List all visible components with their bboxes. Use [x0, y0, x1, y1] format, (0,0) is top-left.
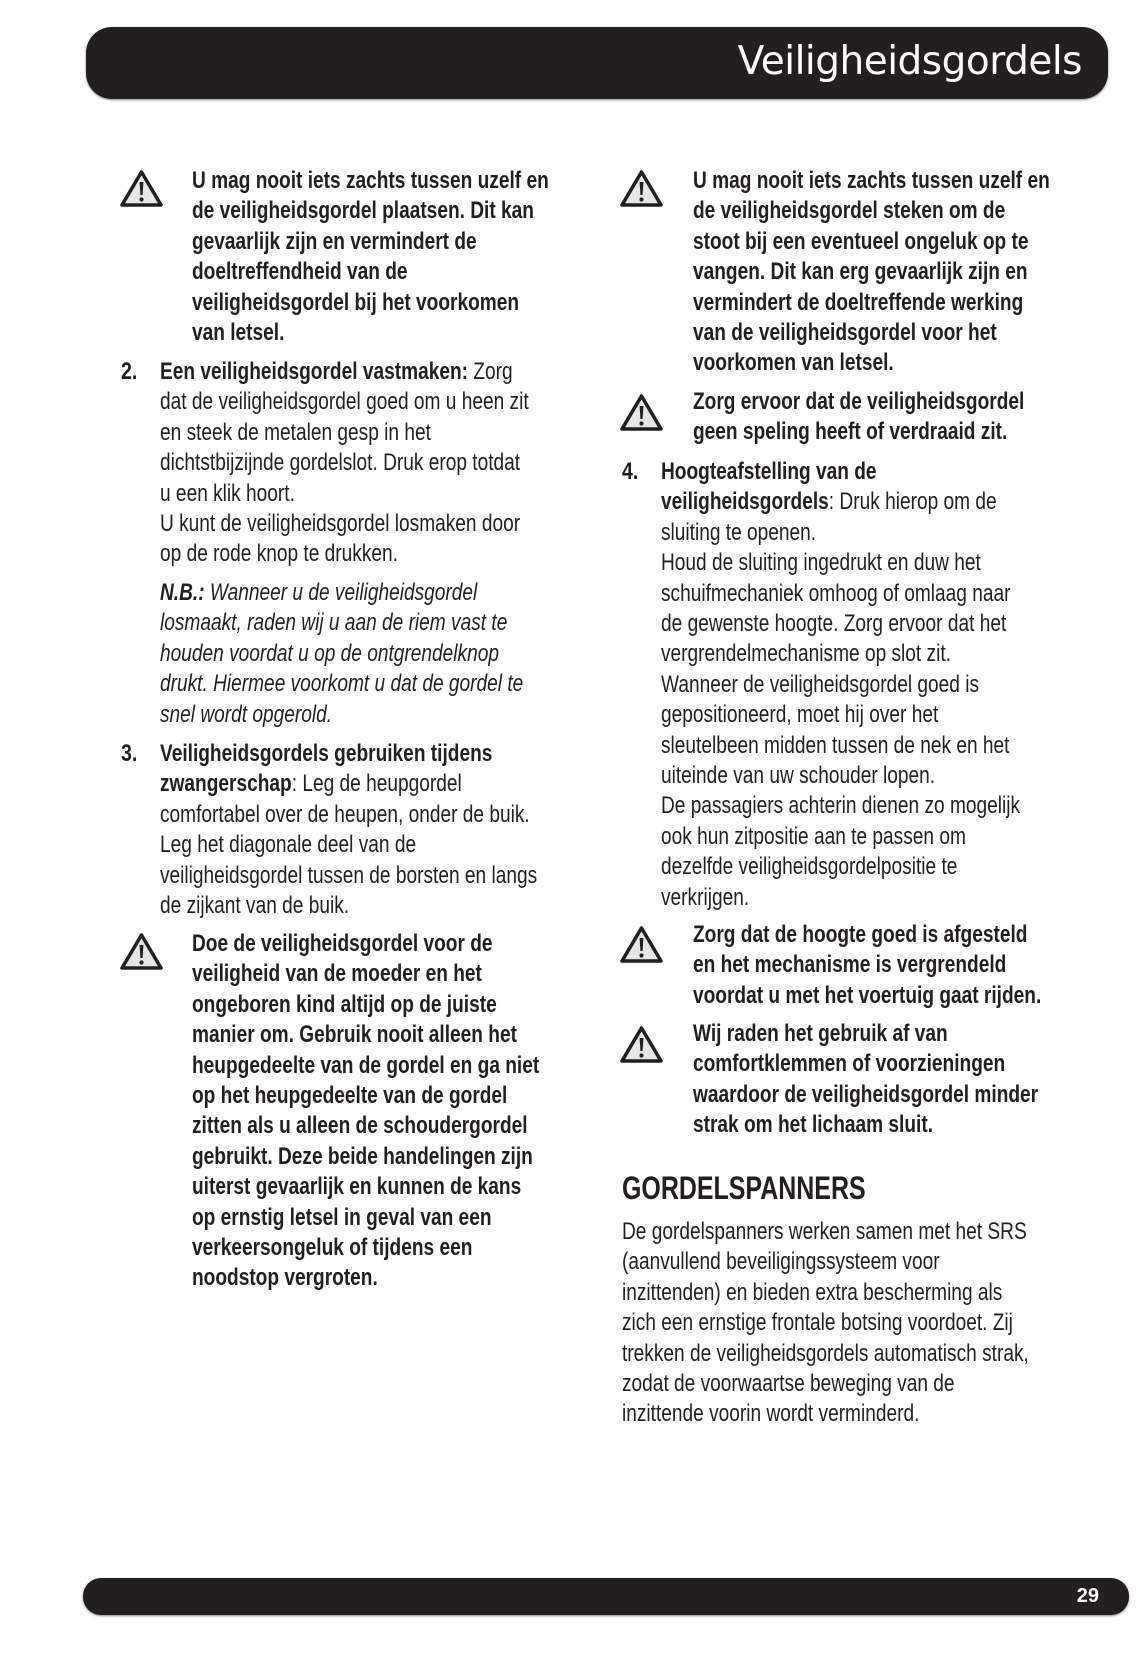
text-line: Zorg dat de hoogte goed is afgesteld [693, 921, 1028, 948]
text-line: op ernstig letsel in geval van een [192, 1203, 492, 1231]
text-line: de veiligheidsgordel steken om de [693, 197, 1006, 225]
text-line: De passagiers achterin dienen zo mogelijk [661, 792, 1021, 820]
text-line: van letsel. [192, 319, 285, 347]
text-line: gebruikt. Deze beide handelingen zijn [192, 1142, 533, 1170]
text-line: comfortabel over de heupen, onder de buik. [160, 800, 530, 828]
text-line: doeltreffendheid van de [192, 258, 408, 286]
text-line: schuifmechaniek omhoog of omlaag naar [661, 579, 1011, 607]
text-line: stoot bij een eventueel ongeluk op te [693, 227, 1029, 255]
section-paragraph [622, 1217, 1029, 1430]
warning-soft-objects [192, 166, 549, 348]
item-fasten-belt [160, 357, 529, 570]
text-line: heupgedeelte van de gordel en ga niet [192, 1051, 540, 1079]
text-line: verkeersongeluk of tijdens een [192, 1234, 473, 1262]
item-text: : Leg de heupgordel [291, 770, 462, 798]
text-line: zitten als u alleen de schoudergordel [192, 1112, 528, 1140]
text-line: en steek de metalen gesp in het [160, 418, 431, 446]
item-pregnancy [160, 739, 537, 921]
warning-pregnancy [192, 929, 539, 1294]
text-line: dichtstbijzijnde gordelslot. Druk erop totdat [160, 449, 521, 477]
text-line: gepositioneerd, moet hij over het [661, 701, 939, 729]
text-line: vangen. Dit kan erg gevaarlijk zijn en [693, 258, 1028, 286]
item-title: Veiligheidsgordels gebruiken tijdens [160, 740, 493, 767]
note-text: Wanneer u de veiligheidsgordel [204, 579, 478, 606]
text-line: veiligheidsgordel bij het voorkomen [192, 288, 520, 316]
text-line: vermindert de doeltreffende werking [693, 288, 1024, 316]
text-line: ook hun zitpositie aan te passen om [661, 822, 966, 850]
text-line: u een klik hoort. [160, 479, 295, 507]
text-line: waardoor de veiligheidsgordel minder [693, 1080, 1039, 1108]
text-line: veiligheid van de moeder en het [192, 960, 482, 988]
text-line: vergrendelmechanisme op slot zit. [661, 640, 951, 668]
text-line: noodstop vergroten. [192, 1264, 378, 1292]
text-line: op de rode knop te drukken. [160, 540, 398, 568]
item-title: Hoogteafstelling van de [661, 458, 877, 485]
warning-icon [120, 170, 163, 208]
text-line: De gordelspanners werken samen met het SRS [622, 1218, 1027, 1245]
text-line: (aanvullend beveiligingssysteem voor [622, 1248, 940, 1276]
text-line: geen speling heeft of verdraaid zit. [693, 418, 1008, 446]
text-line: U mag nooit iets zachts tussen uzelf en [192, 167, 549, 194]
page-number: 29 [1076, 1585, 1099, 1607]
text-line: Leg het diagonale deel van de [160, 831, 417, 859]
text-line: de gewenste hoogte. Zorg ervoor dat het [661, 610, 1007, 638]
text-line: inzittenden) en bieden extra bescherming als [622, 1278, 1003, 1306]
text-line: Doe de veiligheidsgordel voor de [192, 930, 493, 957]
item-title: Een veiligheidsgordel vastmaken: [160, 358, 468, 385]
text-line: voordat u met het voertuig gaat rijden. [693, 981, 1042, 1009]
item-number: 2. [121, 358, 138, 385]
text-line: Wij raden het gebruik af van [693, 1020, 948, 1047]
text-line: de veiligheidsgordel plaatsen. Dit kan [192, 197, 534, 225]
page-title: Veiligheidsgordels [737, 39, 1082, 84]
text-line: en het mechanisme is vergrendeld [693, 951, 1007, 979]
text-line: Wanneer de veiligheidsgordel goed is [661, 670, 979, 698]
text-line: manier om. Gebruik nooit alleen het [192, 1021, 517, 1049]
text-line: sluiting te openen. [661, 518, 817, 546]
warning-no-slack [693, 387, 1024, 448]
warning-icon [120, 933, 163, 971]
note-label: N.B.: [160, 579, 205, 606]
item-number: 4. [622, 458, 639, 485]
item-body [160, 800, 537, 922]
note-body [160, 608, 523, 730]
text-line: losmaakt, raden wij u aan de riem vast te [160, 609, 508, 637]
text-line: voorkomen van letsel. [693, 349, 894, 377]
footer-bar [83, 1578, 1129, 1615]
warning-comfort-clips [693, 1019, 1038, 1141]
item-number: 3. [121, 740, 138, 767]
text-line: strak om het lichaam sluit. [693, 1111, 934, 1139]
item-height-adjust [661, 457, 1020, 913]
item-text: : Druk hierop om de [828, 488, 997, 516]
text-line: Houd de sluiting ingedrukt en duw het [661, 549, 981, 577]
item-body [661, 518, 1020, 913]
note-nb [160, 578, 523, 730]
text-line: op het heupgedeelte van de gordel [192, 1082, 508, 1110]
text-line: van de veiligheidsgordel voor het [693, 319, 997, 347]
text-line: drukt. Hiermee voorkomt u dat de gordel te [160, 670, 524, 698]
header-bar [86, 27, 1108, 99]
text-line: trekken de veiligheidsgordels automatisch strak, [622, 1339, 1029, 1367]
item-body [160, 387, 529, 569]
item-text: Zorg [467, 358, 513, 385]
warning-icon [620, 394, 663, 432]
text-line: zodat de voorwaartse beweging van de [622, 1370, 955, 1398]
text-line: gevaarlijk zijn en vermindert de [192, 227, 477, 255]
warning-icon [620, 170, 663, 208]
item-title-cont: zwangerschap [160, 770, 292, 798]
text-line: veiligheidsgordel tussen de borsten en langs [160, 861, 538, 889]
section-heading: GORDELSPANNERS [622, 1170, 866, 1206]
warning-height-locked [693, 920, 1041, 1011]
warning-icon [620, 926, 663, 964]
text-line: ongeboren kind altijd op de juiste [192, 990, 497, 1018]
text-line: houden voordat u op de ontgrendelknop [160, 639, 499, 667]
text-line: sleutelbeen midden tussen de nek en het [661, 731, 1010, 759]
text-line: Zorg ervoor dat de veiligheidsgordel [693, 388, 1025, 415]
text-line: inzittende voorin wordt verminderd. [622, 1400, 920, 1428]
text-line: zich een ernstige frontale botsing voordoet. Zij [622, 1309, 1013, 1337]
text-line: snel wordt opgerold. [160, 700, 333, 728]
text-line: comfortklemmen of voorzieningen [693, 1050, 1006, 1078]
warning-icon [620, 1026, 663, 1064]
text-line: uiteinde van uw schouder lopen. [661, 762, 936, 790]
text-line: uiterst gevaarlijk en kunnen de kans [192, 1173, 522, 1201]
text-line: verkrijgen. [661, 883, 750, 911]
text-line: de zijkant van de buik. [160, 892, 350, 920]
text-line: U mag nooit iets zachts tussen uzelf en [693, 167, 1050, 194]
warning-soft-objects-2 [693, 166, 1050, 379]
text-line: dezelfde veiligheidsgordelpositie te [661, 853, 958, 881]
item-title-cont: veiligheidsgordels [661, 488, 829, 516]
text-line: dat de veiligheidsgordel goed om u heen zit [160, 388, 529, 416]
text-line: U kunt de veiligheidsgordel losmaken door [160, 510, 521, 538]
